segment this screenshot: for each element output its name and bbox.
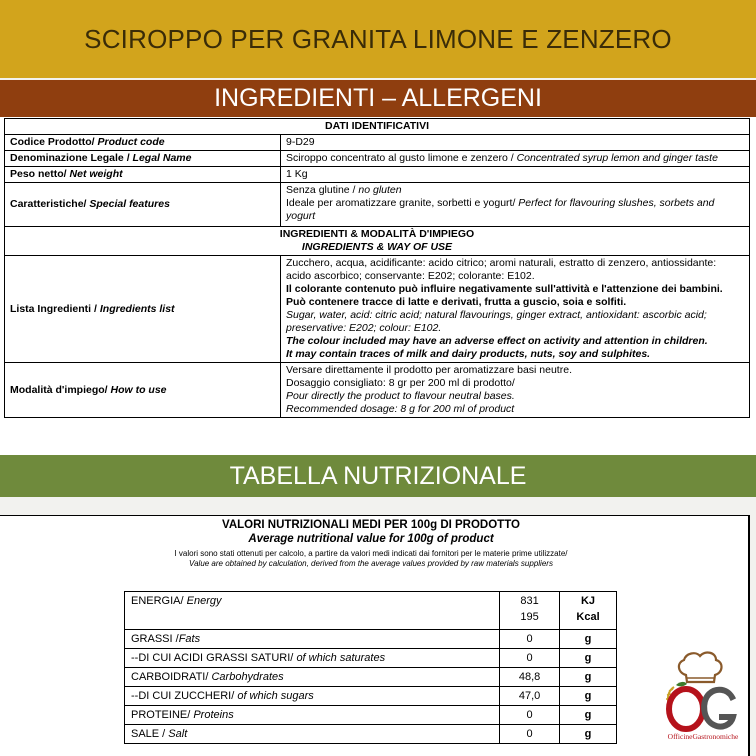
product-title: SCIROPPO PER GRANITA LIMONE E ZENZERO — [84, 23, 672, 54]
nutrition-heading: VALORI NUTRIZIONALI MEDI PER 100g DI PRODOTTO — [222, 519, 520, 531]
nutrient-name-it: --DI CUI ACIDI GRASSI SATURI/ — [131, 652, 297, 664]
spec-table — [4, 118, 750, 418]
nutrient-value: 0 — [500, 706, 560, 725]
ingredients-allergens-heading: INGREDIENTI – ALLERGENI — [214, 84, 542, 112]
usage-en-1: Pour directly the product to flavour neutral bases. — [286, 390, 515, 402]
nutrient-name-en: of which saturates — [296, 652, 386, 664]
label-it: Modalità d'impiego/ — [10, 383, 111, 396]
label-ingredients — [5, 256, 281, 363]
nutrient-name-it: SALE / — [131, 728, 169, 740]
spec-row-usage — [5, 363, 750, 418]
value-usage — [281, 363, 750, 418]
nutrient-name — [125, 668, 500, 687]
allergen-warning-it: Può contenere tracce di latte e derivati, frutta a guscio, soia e solfiti. — [286, 296, 627, 308]
nutrient-name — [125, 630, 500, 649]
nutrient-name-it: --DI CUI ZUCCHERI/ — [131, 690, 238, 702]
spec-row-product-code — [5, 135, 750, 151]
nutrient-name — [125, 687, 500, 706]
nutrition-table-heading: TABELLA NUTRIZIONALE — [229, 461, 527, 490]
nutrient-unit: g — [560, 687, 617, 706]
nutrient-value: 48,8 — [500, 668, 560, 687]
nutrient-value: 0 — [500, 649, 560, 668]
label-en: Ingredients list — [99, 302, 175, 315]
usage-en-2: Recommended dosage: 8 g for 200 ml of product — [286, 403, 515, 415]
nutrient-unit: g — [560, 630, 617, 649]
nutrient-unit: g — [560, 668, 617, 687]
spec-row-legal-name — [5, 151, 750, 167]
ingredients-it: Zucchero, acqua, acidificante: acido citrico; aromi naturali, estratto di zenzero, antiossidante: acido ascorbico; conservante: E202; colorante: E102. — [286, 257, 717, 282]
label-legal-name — [5, 151, 281, 167]
label-en: How to use — [110, 383, 167, 396]
value-features — [281, 183, 750, 227]
nutrition-table — [124, 591, 617, 744]
spec-row-features — [5, 183, 750, 227]
feature-gluten-en: no gluten — [358, 184, 402, 196]
nutrition-subheading: Average nutritional value for 100g of product — [248, 533, 494, 545]
nutrient-name-it: CARBOIDRATI/ — [131, 671, 212, 683]
letter-o-mark — [669, 689, 703, 729]
nutrient-unit: g — [560, 706, 617, 725]
nutrition-row-proteins — [125, 706, 617, 725]
ingredients-allergens-band — [0, 80, 756, 117]
value-it: Sciroppo concentrato al gusto limone e zenzero / — [286, 152, 517, 164]
label-en: Legal Name — [132, 152, 192, 164]
label-product-code — [5, 135, 281, 151]
leaf-icon — [676, 682, 687, 687]
nutrient-name-en: Proteins — [193, 709, 234, 721]
energy-kj: 831 — [520, 595, 539, 607]
label-it: Denominazione Legale / — [10, 152, 133, 164]
nutrient-unit: g — [560, 649, 617, 668]
label-en: Net weight — [69, 168, 123, 180]
spec-section-row — [5, 227, 750, 256]
spec-sheet — [0, 117, 756, 455]
nutrient-name — [125, 725, 500, 744]
colour-warning-en: The colour included may have an adverse effect on activity and attention in children. — [286, 335, 708, 347]
section-ingredients-en: INGREDIENTS & WAY OF USE — [301, 241, 453, 253]
nutrient-name — [125, 592, 500, 630]
officine-gastronomiche-logo — [656, 645, 750, 741]
spec-row-ingredients — [5, 256, 750, 363]
feature-use-it: Ideale per aromatizzare granite, sorbetti e yogurt/ — [286, 197, 519, 209]
product-title-band — [0, 0, 756, 78]
label-usage — [5, 363, 281, 418]
nutrient-name-en: Fats — [178, 633, 201, 645]
nutrient-unit — [560, 592, 617, 630]
section-ingredients — [5, 227, 750, 256]
value-legal-name — [281, 151, 750, 167]
nutrient-name-it: PROTEINE/ — [131, 709, 194, 721]
label-it: Codice Prodotto/ — [10, 136, 95, 148]
unit-kcal: Kcal — [576, 611, 600, 623]
value-net-weight: 1 Kg — [281, 167, 750, 183]
label-features — [5, 183, 281, 227]
letter-g-mark — [704, 690, 733, 727]
label-en: Special features — [89, 198, 170, 210]
spec-section-row — [5, 119, 750, 135]
usage-it-2: Dosaggio consigliato: 8 gr per 200 ml di prodotto/ — [286, 377, 515, 389]
ingredients-en: Sugar, water, acid: citric acid; natural flavourings, ginger extract, antioxidant: ascorbic acid; preservative: E202; colour: E102. — [286, 309, 707, 334]
energy-kcal: 195 — [520, 611, 539, 623]
nutrient-name — [125, 706, 500, 725]
feature-gluten-it: Senza glutine / — [286, 184, 359, 196]
nutrient-name-it: ENERGIA/ — [131, 595, 187, 607]
nutrition-row-energy — [125, 592, 617, 630]
value-en: Concentrated syrup lemon and ginger taste — [516, 152, 718, 164]
nutrient-value: 0 — [500, 725, 560, 744]
value-product-code: 9-D29 — [281, 135, 750, 151]
logo-graphic — [656, 645, 750, 741]
nutrient-name — [125, 649, 500, 668]
nutrition-note-it: I valori sono stati ottenuti per calcolo, a partire da valori medi indicati dai fornitori per le materie prime utilizzate/ — [174, 549, 568, 558]
feature-use-en: Perfect for flavouring slushes, sorbets and yogurt — [286, 197, 715, 222]
nutrition-row-carbohydrates — [125, 668, 617, 687]
nutrient-unit: g — [560, 725, 617, 744]
nutrient-name-en: Energy — [186, 595, 222, 607]
nutrient-value: 47,0 — [500, 687, 560, 706]
allergen-warning-en: It may contain traces of milk and dairy products, nuts, soy and sulphites. — [286, 348, 651, 360]
label-net-weight — [5, 167, 281, 183]
nutrient-name-it: GRASSI / — [131, 633, 179, 645]
nutrition-row-salt — [125, 725, 617, 744]
colour-warning-it: Il colorante contenuto può influire negativamente sull'attività e l'attenzione dei bambini. — [286, 283, 723, 295]
label-it: Lista Ingredienti / — [10, 302, 100, 315]
nutrient-value: 0 — [500, 630, 560, 649]
section-identification: DATI IDENTIFICATIVI — [5, 119, 750, 135]
nutrient-name-en: Salt — [168, 728, 188, 740]
usage-it-1: Versare direttamente il prodotto per aromatizzare basi neutre. — [286, 364, 572, 376]
nutrition-table-band — [0, 455, 756, 497]
unit-kj: KJ — [580, 595, 596, 607]
spec-row-net-weight — [5, 167, 750, 183]
label-en: Product code — [94, 136, 165, 148]
logo-wordmark: OfficineGastronomiche — [667, 732, 739, 741]
nutrient-name-en: Carbohydrates — [211, 671, 284, 683]
nutrition-row-sugars — [125, 687, 617, 706]
nutrition-note-en: Value are obtained by calculation, derived from the average values provided by raw materials suppliers — [189, 559, 553, 568]
label-it: Peso netto/ — [10, 168, 70, 180]
value-ingredients — [281, 256, 750, 363]
nutrition-row-fats — [125, 630, 617, 649]
nutrient-name-en: of which sugars — [237, 690, 314, 702]
nutrient-value — [500, 592, 560, 630]
label-it: Caratteristiche/ — [10, 198, 90, 210]
section-ingredients-it: INGREDIENTI & MODALITÀ D'IMPIEGO — [279, 228, 475, 240]
nutrition-row-saturates — [125, 649, 617, 668]
